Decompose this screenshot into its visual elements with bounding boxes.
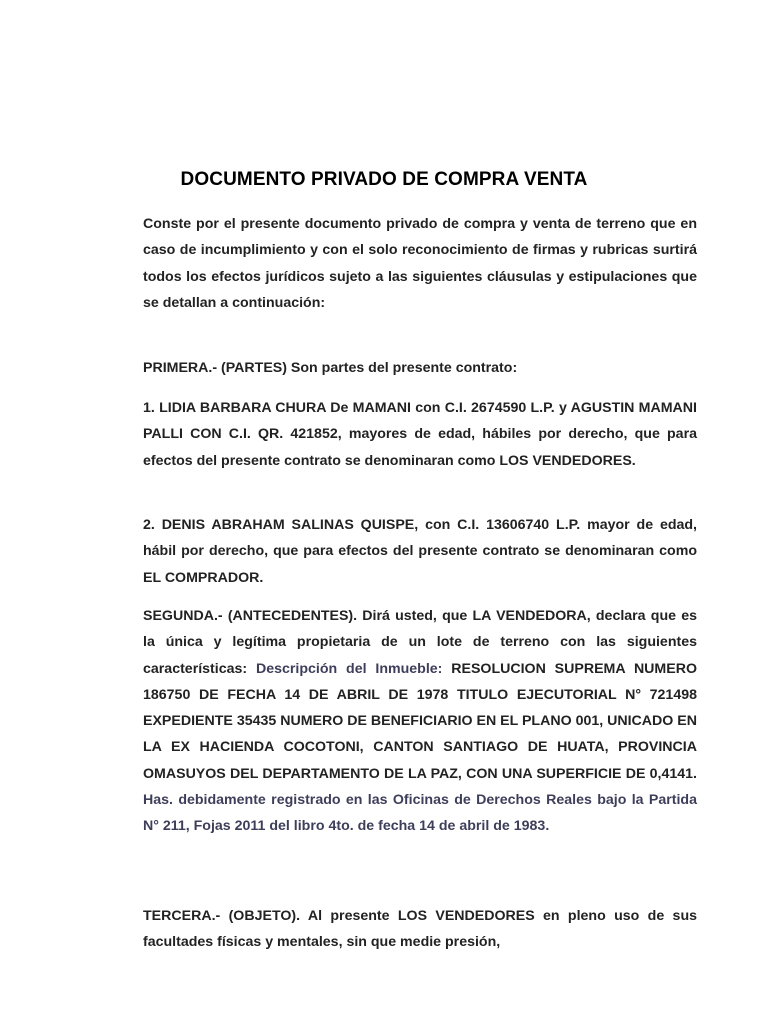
property-resolution: RESOLUCION SUPREMA NUMERO 186750 DE FECHA 14 DE ABRIL DE 1978 TITULO EJECUTORIAL N° 721498 EXPEDIENTE 35435 NUMERO DE BENEFICIARIO EN EL PLANO 001, UNICADO EN LA EX HACIENDA COCOTONI, CANTON SANTIAGO DE HUATA, PROVINCIA OMASUYOS DEL DEPARTAMENTO DE LA PAZ, CON UNA SUPERFICIE DE 0,4141. <box>143 660 697 782</box>
segunda-intro: SEGUNDA.- (ANTECEDENTES). Dirá usted, que LA VENDEDORA, declara que es la única y legítima propietaria de un lote de terreno con las siguientes características: <box>143 608 697 677</box>
party-buyer-paragraph: 2. DENIS ABRAHAM SALINAS QUISPE, con C.I. 13606740 L.P. mayor de edad, hábil por derecho, que para efectos del presente contrato se denominaran como EL COMPRADOR. <box>143 517 697 586</box>
clause-tercera: TERCERA.- (OBJETO). Al presente LOS VENDEDORES en pleno uso de sus facultades físicas y mentales, sin que medie presión, <box>143 908 697 951</box>
property-registration: Has. debidamente registrado en las Oficinas de Derechos Reales bajo la Partida N° 211, Fojas 2011 del libro 4to. de fecha 14 de abril de 1983. <box>143 792 697 835</box>
clause-primera: PRIMERA.- (PARTES) Son partes del presente contrato: <box>143 360 518 376</box>
party-sellers-paragraph: 1. LIDIA BARBARA CHURA De MAMANI con C.I. 2674590 L.P. y AGUSTIN MAMANI PALLI CON C.I. QR. 421852, mayores de edad, hábiles por derecho, que para efectos del presente contrato se denominaran como LOS VENDEDORES. <box>143 400 697 469</box>
clause-segunda <box>143 603 697 840</box>
document-title: DOCUMENTO PRIVADO DE COMPRA VENTA <box>180 169 588 190</box>
property-description-label: Descripción del Inmueble: <box>255 660 443 677</box>
intro-paragraph: Conste por el presente documento privado de compra y venta de terreno que en caso de incumplimiento y con el solo reconocimiento de firmas y rubricas surtirá todos los efectos jurídicos sujeto a las siguientes cláusulas y estipulaciones que se detallan a continuación: <box>143 216 697 311</box>
